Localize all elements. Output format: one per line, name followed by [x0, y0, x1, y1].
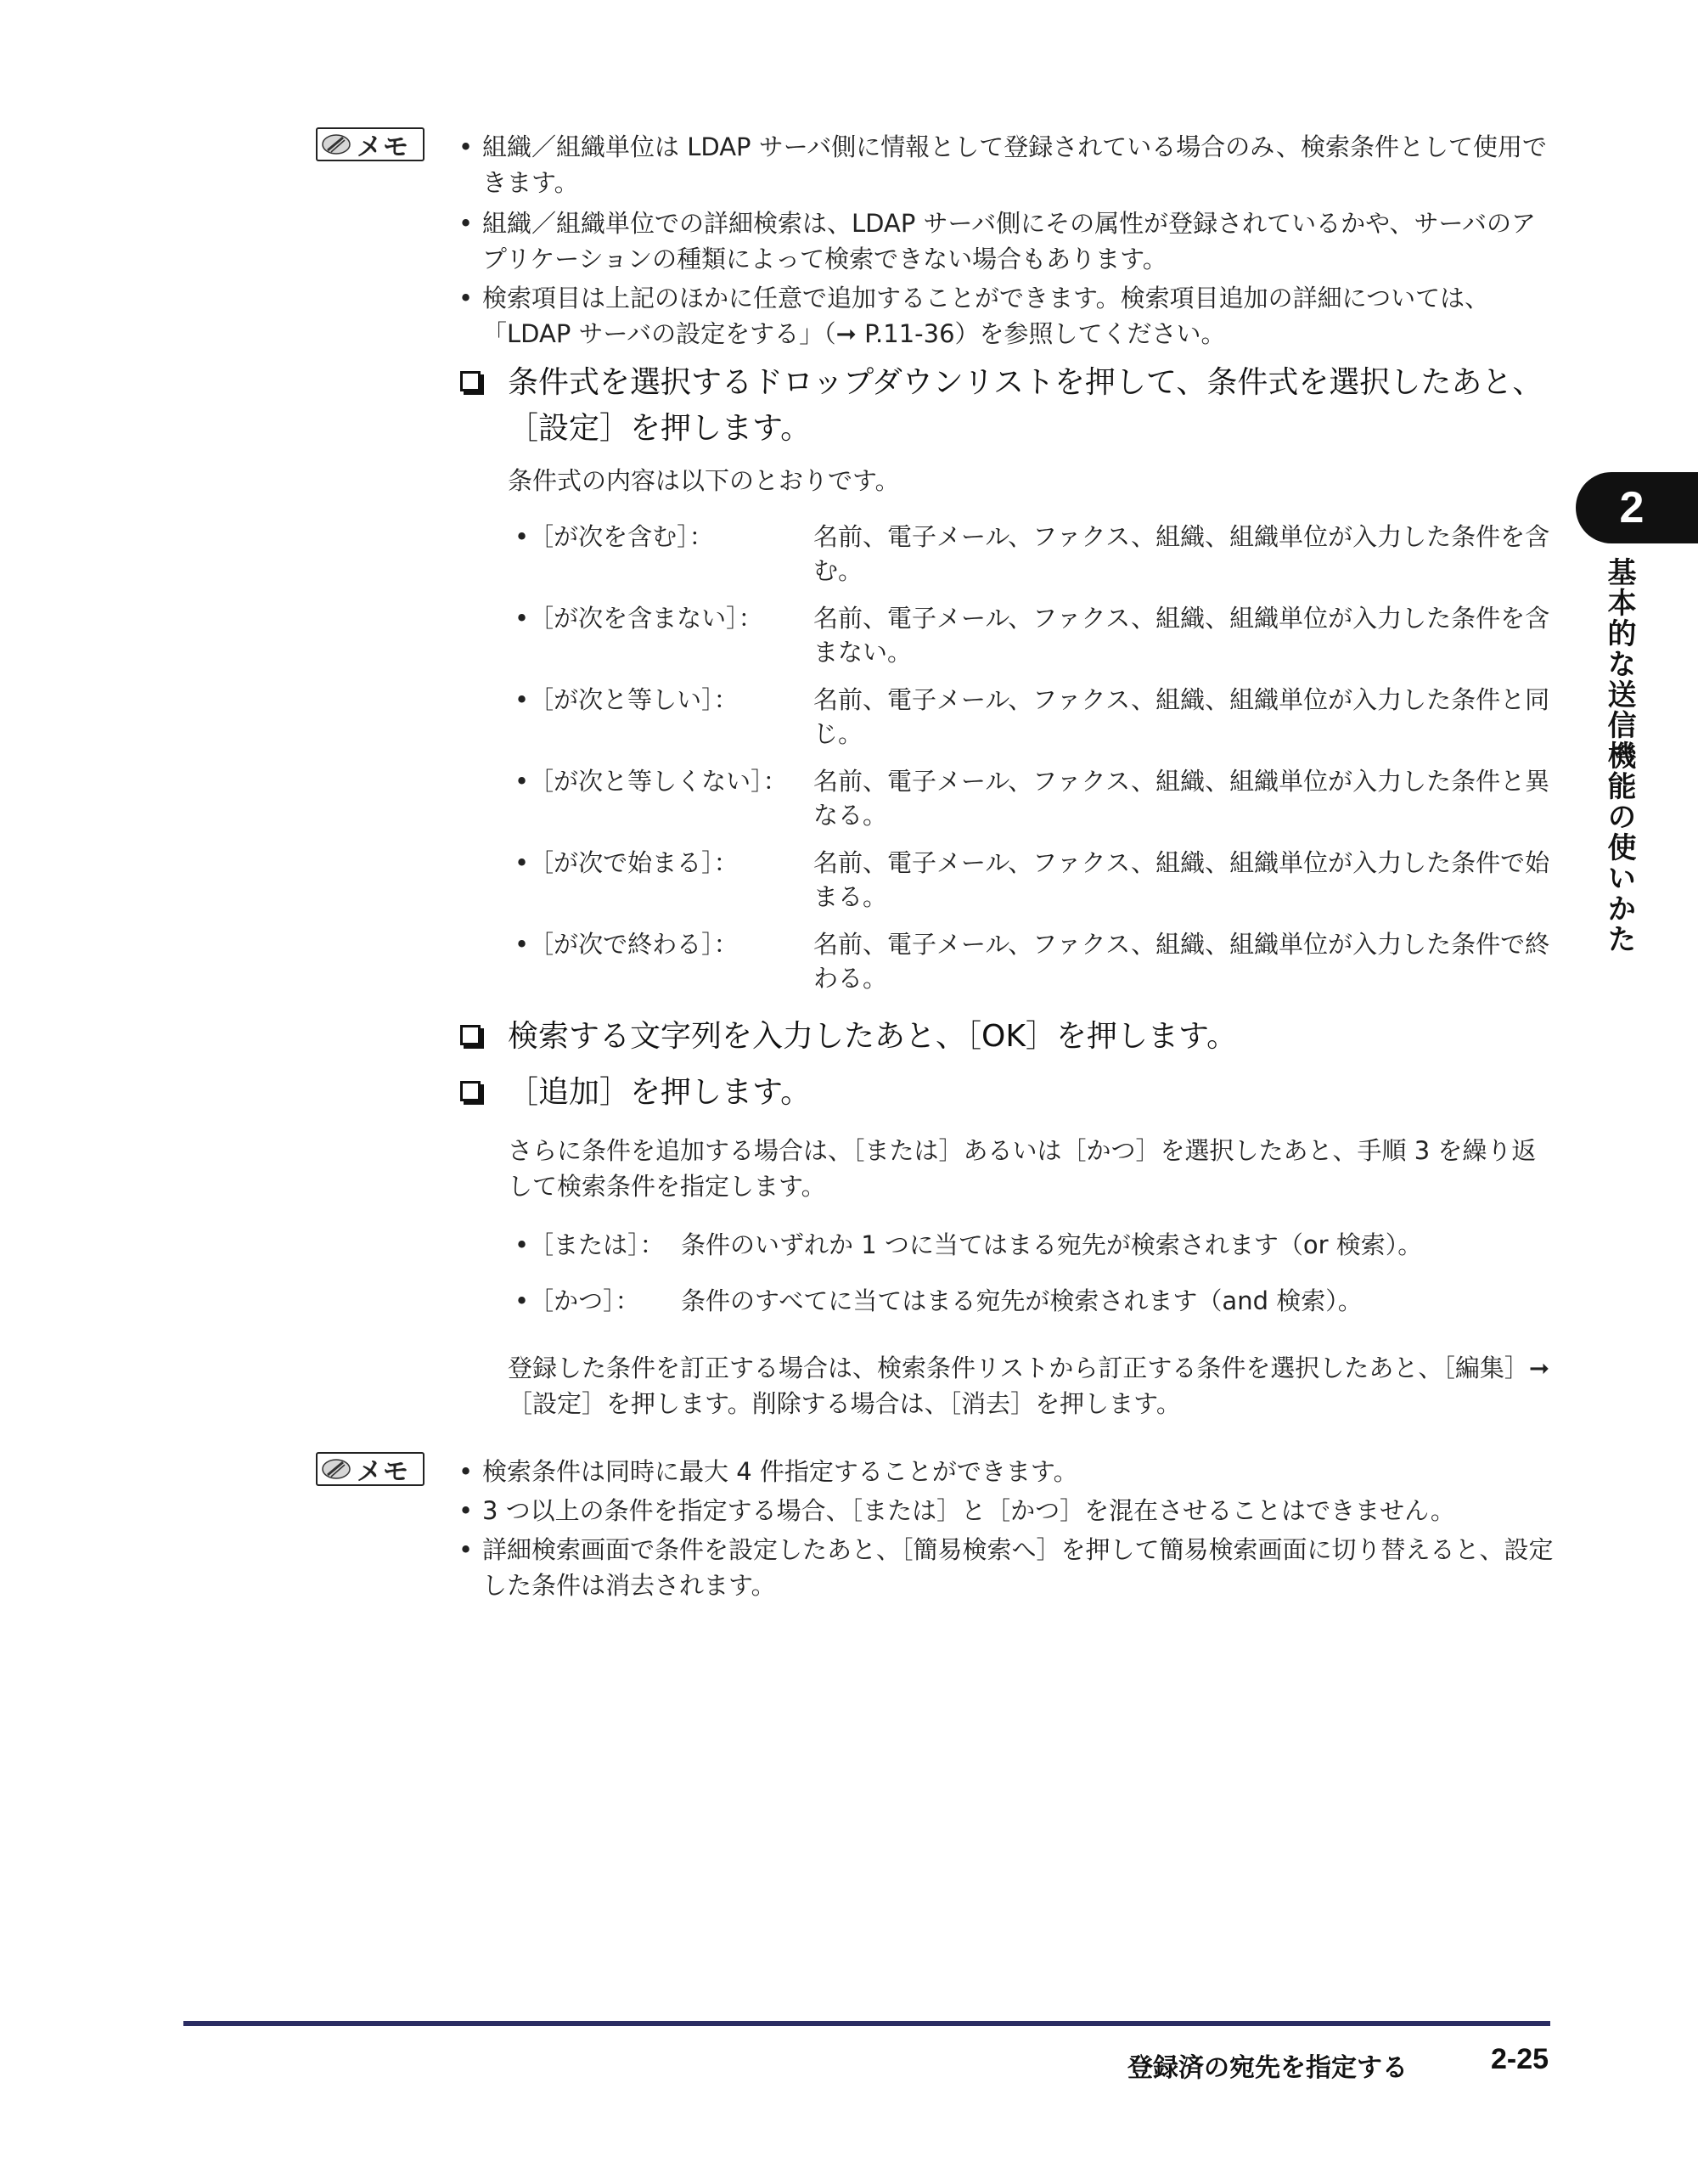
step-intro: 条件式の内容は以下のとおりです。 — [508, 466, 900, 495]
memo-item — [458, 1532, 1554, 1603]
step-heading — [460, 1070, 1564, 1116]
step-heading-text: 条件式を選択するドロップダウンリストを押して、条件式を選択したあと、［設定］を押します。 — [508, 365, 1543, 446]
condition-term: •［が次で始まる］： — [514, 848, 739, 877]
condition-term: •［が次と等しくない］： — [514, 767, 788, 796]
memo-text: 組織／組織単位での詳細検索は、LDAP サーバ側にその属性が登録されているかや、サーバのアプリケーションの種類によって検索できない場合もあります。 — [482, 209, 1537, 273]
memo-text: 検索条件は同時に最大 4 件指定することができます。 — [482, 1457, 1078, 1486]
footer-rule — [183, 2021, 1550, 2026]
pencil-icon — [321, 1458, 351, 1480]
memo-item — [458, 280, 1554, 352]
operator-term: •［かつ］： — [514, 1286, 640, 1315]
bullet: • — [458, 1457, 474, 1486]
step-heading-text: ［追加］を押します。 — [508, 1075, 812, 1110]
memo-item — [458, 129, 1554, 200]
condition-term: •［が次と等しい］： — [514, 685, 739, 714]
memo-text: 検索項目は上記のほかに任意で追加することができます。検索項目追加の詳細については、「LDAP サーバの設定をする」（➞ P.11-36）を参照してください。 — [482, 284, 1490, 348]
checkbox-icon — [460, 1081, 481, 1101]
chapter-number: 2 — [1619, 483, 1645, 532]
edit-note: 登録した条件を訂正する場合は、検索条件リストから訂正する条件を選択したあと、［編集］➞［設定］を押します。削除する場合は、［消去］を押します。 — [508, 1354, 1550, 1418]
step-heading — [460, 360, 1564, 452]
memo-label: メモ — [357, 1457, 409, 1487]
step-heading-text: 検索する文字列を入力したあと、［OK］を押します。 — [508, 1019, 1238, 1054]
condition-desc: 名前、電子メール、ファクス、組織、組織単位が入力した条件と同じ。 — [813, 685, 1550, 748]
memo-item — [458, 1454, 1554, 1489]
operator-term: •［または］： — [514, 1230, 665, 1259]
condition-term: •［が次を含まない］： — [514, 604, 763, 633]
operator-desc: 条件のいずれか 1 つに当てはまる宛先が検索されます（or 検索）。 — [681, 1230, 1423, 1259]
pencil-icon — [321, 133, 351, 155]
bullet: • — [458, 1496, 474, 1525]
memo-text: 3 つ以上の条件を指定する場合、［または］と［かつ］を混在させることはできません。 — [482, 1496, 1455, 1525]
memo-label: メモ — [357, 132, 409, 162]
condition-desc: 名前、電子メール、ファクス、組織、組織単位が入力した条件で終わる。 — [813, 930, 1550, 993]
memo-badge — [316, 1452, 424, 1486]
condition-desc: 名前、電子メール、ファクス、組織、組織単位が入力した条件を含む。 — [813, 522, 1550, 585]
memo-item — [458, 1493, 1554, 1528]
condition-desc: 名前、電子メール、ファクス、組織、組織単位が入力した条件と異なる。 — [813, 767, 1550, 830]
page-number: 2-25 — [1491, 2043, 1549, 2075]
memo-item — [458, 205, 1554, 277]
condition-desc: 名前、電子メール、ファクス、組織、組織単位が入力した条件で始まる。 — [813, 848, 1550, 911]
chapter-title: 基本的な送信機能の使いかた — [1602, 557, 1636, 954]
chapter-tab — [1576, 472, 1698, 543]
bullet: • — [458, 209, 474, 238]
step-intro: さらに条件を追加する場合は、［または］あるいは［かつ］を選択したあと、手順 3 を繰り返して検索条件を指定します。 — [508, 1136, 1537, 1201]
condition-desc: 名前、電子メール、ファクス、組織、組織単位が入力した条件を含まない。 — [813, 604, 1550, 667]
checkbox-icon — [460, 371, 481, 391]
operator-desc: 条件のすべてに当てはまる宛先が検索されます（and 検索）。 — [681, 1286, 1363, 1315]
footer-section-title: 登録済の宛先を指定する — [1127, 2053, 1408, 2083]
memo-badge — [316, 127, 424, 161]
bullet: • — [458, 132, 474, 161]
bullet: • — [458, 284, 474, 312]
memo-text: 組織／組織単位は LDAP サーバ側に情報として登録されている場合のみ、検索条件として使用できます。 — [482, 132, 1548, 197]
condition-term: •［が次を含む］： — [514, 522, 714, 551]
condition-term: •［が次で終わる］： — [514, 930, 739, 959]
bullet: • — [458, 1535, 474, 1564]
memo-text: 詳細検索画面で条件を設定したあと、［簡易検索へ］を押して簡易検索画面に切り替えると、設定した条件は消去されます。 — [482, 1535, 1554, 1600]
step-heading — [460, 1014, 1564, 1060]
checkbox-icon — [460, 1025, 481, 1045]
